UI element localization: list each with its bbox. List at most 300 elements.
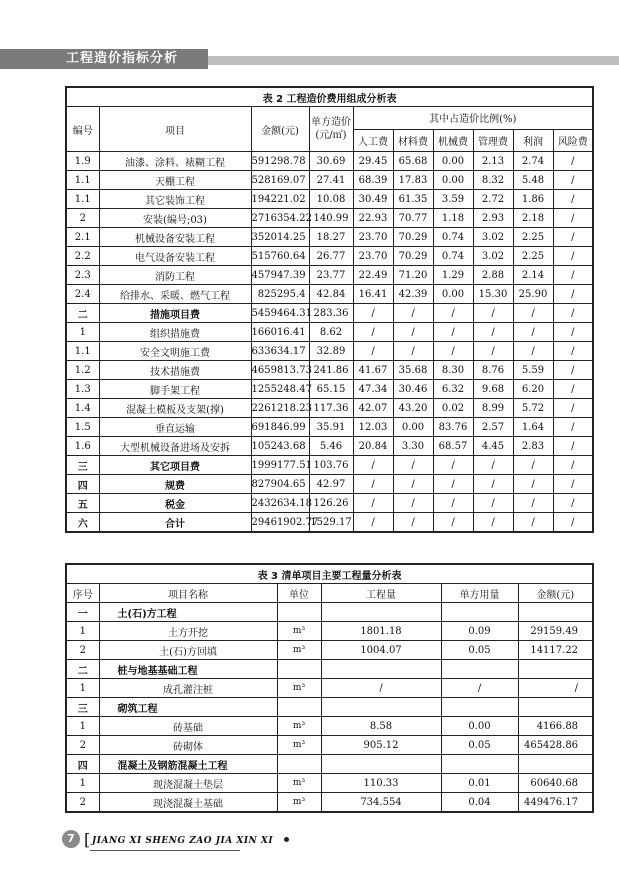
table3-cell-unit: m³ (277, 793, 321, 813)
table2-cell-labor: 68.39 (353, 171, 393, 190)
table3-row (66, 793, 593, 813)
table2-row (66, 285, 593, 304)
table2-cell-item: 垂直运输 (99, 418, 251, 437)
table2-cell-unit: 65.15 (309, 380, 353, 399)
table2-cell-profit: 1.86 (513, 190, 553, 209)
table2-cell-risk: / (553, 494, 593, 513)
table2-cell-labor: 42.07 (353, 399, 393, 418)
table2-cell-item: 混凝土模板及支架(撑) (99, 399, 251, 418)
table3-cell-quantity (321, 698, 441, 717)
table3-cell-amount (518, 603, 593, 622)
table2-cell-risk: / (553, 361, 593, 380)
table2-row (66, 513, 593, 533)
table2-cell-no: 2.1 (66, 228, 99, 247)
table2-cell-amount: 515760.64 (251, 247, 309, 266)
page-number: 7 (62, 830, 80, 848)
table3-cell-no: 1 (66, 679, 99, 698)
table2-cell-labor: 12.03 (353, 418, 393, 437)
table2-cell-machine: 0.00 (433, 285, 473, 304)
table2-cell-profit: 5.48 (513, 171, 553, 190)
table2-cell-profit: 2.18 (513, 209, 553, 228)
table2-cell-unit: 32.89 (309, 342, 353, 361)
table2-row (66, 228, 593, 247)
table2-cell-profit: 6.20 (513, 380, 553, 399)
table2-cell-amount: 194221.02 (251, 190, 309, 209)
section-header-band (0, 49, 619, 71)
table3-row (66, 622, 593, 641)
table2-cell-no: 1.1 (66, 190, 99, 209)
table2-cell-item: 消防工程 (99, 266, 251, 285)
table2-cell-management: / (473, 323, 513, 342)
table3-cell-per-unit: 0.04 (441, 793, 518, 813)
table2-cell-item: 给排水、采暖、燃气工程 (99, 285, 251, 304)
table3-cell-no: 1 (66, 717, 99, 736)
table3-cell-quantity: 734.554 (321, 793, 441, 813)
table2-cell-risk: / (553, 342, 593, 361)
table3-header-quantity: 工程量 (321, 584, 441, 603)
table2-cell-machine: 68.57 (433, 437, 473, 456)
table2-header-risk: 风险费 (553, 129, 593, 152)
table2-cell-risk: / (553, 418, 593, 437)
table2-cell-unit: 35.91 (309, 418, 353, 437)
table2-cell-amount: 691846.99 (251, 418, 309, 437)
table2-cell-amount: 4659813.73 (251, 361, 309, 380)
table3-cell-amount (518, 698, 593, 717)
table2-cell-item: 合计 (99, 513, 251, 533)
table2-row (66, 418, 593, 437)
table3-group-row (66, 603, 593, 622)
table2-cell-unit: 10.08 (309, 190, 353, 209)
table3-cell-amount: 4166.88 (518, 717, 593, 736)
table3-row (66, 774, 593, 793)
table3-cell-name: 砖基础 (99, 717, 277, 736)
table3-cell-amount: 60640.68 (518, 774, 593, 793)
table3-cell-no: 2 (66, 793, 99, 813)
table2-cell-item: 措施项目费 (99, 304, 251, 323)
table3-cell-unit: m³ (277, 736, 321, 755)
table2-cell-amount: 2716354.22 (251, 209, 309, 228)
table2-cell-labor: 29.45 (353, 152, 393, 171)
table2-cell-labor: / (353, 513, 393, 533)
table2-cell-item: 天棚工程 (99, 171, 251, 190)
table2-cell-risk: / (553, 228, 593, 247)
table2-row (66, 323, 593, 342)
table2-header-material: 材料费 (393, 129, 433, 152)
table3-cell-no: 二 (66, 660, 99, 679)
table3-cell-amount: 29159.49 (518, 622, 593, 641)
table3-cell-quantity: 8.58 (321, 717, 441, 736)
table2-cell-item: 大型机械设备进场及安拆 (99, 437, 251, 456)
table3-cell-unit: m³ (277, 622, 321, 641)
table2-cell-machine: / (433, 323, 473, 342)
table3-cell-unit: m³ (277, 717, 321, 736)
table2-row (66, 342, 593, 361)
table2-row (66, 456, 593, 475)
table2-cell-item: 安装(编号;03) (99, 209, 251, 228)
table2-cell-material: / (393, 342, 433, 361)
table2-cell-risk: / (553, 513, 593, 533)
table2-cell-management: 2.13 (473, 152, 513, 171)
table3-cell-no: 1 (66, 622, 99, 641)
table3-cell-amount: 449476.17 (518, 793, 593, 813)
table2-cell-material: / (393, 323, 433, 342)
table2-cell-management: / (473, 475, 513, 494)
table2-cell-risk: / (553, 304, 593, 323)
table2-cell-material: 30.46 (393, 380, 433, 399)
table2-cell-amount: 528169.07 (251, 171, 309, 190)
table2-cell-material: 0.00 (393, 418, 433, 437)
table2-cell-profit: 2.25 (513, 247, 553, 266)
table2-cell-machine: / (433, 304, 473, 323)
table2-cell-risk: / (553, 247, 593, 266)
table2-cell-profit: / (513, 456, 553, 475)
table2-cell-unit: 241.86 (309, 361, 353, 380)
journal-name: JIANG XI SHENG ZAO JIA XIN XI (92, 836, 274, 846)
table2-cell-machine: / (433, 513, 473, 533)
table2-cell-no: 1.5 (66, 418, 99, 437)
table3-cell-unit: m³ (277, 641, 321, 660)
table3-cell-quantity: / (321, 679, 441, 698)
cost-composition-table (65, 86, 594, 533)
table2-cell-unit: 126.26 (309, 494, 353, 513)
table3-header-amount: 金额(元) (518, 584, 593, 603)
table2-cell-machine: 1.29 (433, 266, 473, 285)
table2-cell-machine: / (433, 475, 473, 494)
table2-cell-material: / (393, 513, 433, 533)
table2-cell-no: 五 (66, 494, 99, 513)
table2-cell-material: / (393, 494, 433, 513)
table3-cell-no: 三 (66, 698, 99, 717)
table2-cell-profit: 2.14 (513, 266, 553, 285)
table2-cell-management: 3.02 (473, 228, 513, 247)
table2-cell-labor: 30.49 (353, 190, 393, 209)
table2-cell-amount: 827904.65 (251, 475, 309, 494)
table2-cell-item: 税金 (99, 494, 251, 513)
table2-row (66, 399, 593, 418)
table2-cell-item: 机械设备安装工程 (99, 228, 251, 247)
table2-cell-management: 2.93 (473, 209, 513, 228)
table3-cell-quantity (321, 755, 441, 774)
table3-cell-name: 现浇混凝土基础 (99, 793, 277, 813)
table2-cell-machine: 6.32 (433, 380, 473, 399)
table3-cell-amount (518, 660, 593, 679)
table2-cell-machine: / (433, 494, 473, 513)
table2-cell-amount: 105243.68 (251, 437, 309, 456)
table2-cell-management: 4.45 (473, 437, 513, 456)
table3-cell-name: 现浇混凝土垫层 (99, 774, 277, 793)
table2-cell-profit: / (513, 323, 553, 342)
table2-cell-management: / (473, 304, 513, 323)
table2-cell-item: 油漆、涂料、裱糊工程 (99, 152, 251, 171)
table2-header-item: 项目 (99, 107, 251, 152)
table3-cell-quantity (321, 603, 441, 622)
table2-cell-no: 四 (66, 475, 99, 494)
table2-cell-labor: / (353, 475, 393, 494)
table2-cell-no: 1 (66, 323, 99, 342)
table2-cell-risk: / (553, 152, 593, 171)
table2-cell-management: 9.68 (473, 380, 513, 399)
table2-cell-machine: 0.00 (433, 171, 473, 190)
table3-cell-amount: 465428.86 (518, 736, 593, 755)
table2-cell-amount: 29461902.77 (251, 513, 309, 533)
table2-cell-profit: / (513, 494, 553, 513)
table2-cell-profit: 2.25 (513, 228, 553, 247)
table2-cell-item: 安全文明施工费 (99, 342, 251, 361)
table3-cell-per-unit: / (441, 679, 518, 698)
table2-cell-no: 三 (66, 456, 99, 475)
table3-group-row (66, 660, 593, 679)
table2-cell-no: 二 (66, 304, 99, 323)
table2-cell-risk: / (553, 475, 593, 494)
table2-cell-no: 1.4 (66, 399, 99, 418)
table2-cell-risk: / (553, 456, 593, 475)
table2-cell-amount: 633634.17 (251, 342, 309, 361)
table2-cell-profit: 25.90 (513, 285, 553, 304)
table2-cell-material: 71.20 (393, 266, 433, 285)
table2-cell-machine: 0.02 (433, 399, 473, 418)
table2-cell-unit: 283.36 (309, 304, 353, 323)
table3-header-per-unit: 单方用量 (441, 584, 518, 603)
table3-cell-amount: / (518, 679, 593, 698)
table2-row (66, 494, 593, 513)
table2-row (66, 475, 593, 494)
table3-cell-name: 土(石)方工程 (99, 603, 277, 622)
table2-cell-management: 3.02 (473, 247, 513, 266)
table2-cell-unit: 103.76 (309, 456, 353, 475)
table3-cell-per-unit (441, 755, 518, 774)
table3-cell-unit (277, 660, 321, 679)
table2-cell-machine: 8.30 (433, 361, 473, 380)
table2-cell-management: / (473, 342, 513, 361)
table2-cell-unit: 30.69 (309, 152, 353, 171)
table2-header-ratio-group: 其中占造价比例(%) (353, 107, 593, 130)
table2-cell-labor: / (353, 323, 393, 342)
table3-cell-name: 桩与地基基础工程 (99, 660, 277, 679)
table3-cell-per-unit: 0.01 (441, 774, 518, 793)
table2-header-unit-cost: 单方造价(元/㎡) (309, 107, 353, 152)
table2-cell-amount: 457947.39 (251, 266, 309, 285)
table2-cell-management: 15.30 (473, 285, 513, 304)
table2-cell-unit: 5.46 (309, 437, 353, 456)
table2-cell-unit: 23.77 (309, 266, 353, 285)
table2-cell-item: 技术措施费 (99, 361, 251, 380)
table2-cell-no: 1.3 (66, 380, 99, 399)
table2-cell-profit: / (513, 342, 553, 361)
table2-cell-no: 1.1 (66, 171, 99, 190)
table2-cell-material: 35.68 (393, 361, 433, 380)
table2-row (66, 380, 593, 399)
table2-cell-unit: 8.62 (309, 323, 353, 342)
table3-cell-per-unit (441, 603, 518, 622)
table3-row (66, 717, 593, 736)
section-title: 工程造价指标分析 (66, 51, 179, 66)
table3-cell-unit (277, 698, 321, 717)
table2-cell-profit: / (513, 513, 553, 533)
table3-cell-name: 混凝土及钢筋混凝土工程 (99, 755, 277, 774)
table2-cell-amount: 1255248.47 (251, 380, 309, 399)
table2-cell-risk: / (553, 266, 593, 285)
table2-row (66, 361, 593, 380)
table2-cell-no: 2 (66, 209, 99, 228)
table3-cell-no: 一 (66, 603, 99, 622)
table2-cell-management: 8.32 (473, 171, 513, 190)
table2-cell-machine: / (433, 456, 473, 475)
table2-cell-management: 8.76 (473, 361, 513, 380)
table2-cell-amount: 825295.4 (251, 285, 309, 304)
table2-cell-profit: 2.83 (513, 437, 553, 456)
table3-cell-per-unit: 0.05 (441, 736, 518, 755)
table2-cell-unit: 1529.17 (309, 513, 353, 533)
table2-cell-management: 8.99 (473, 399, 513, 418)
table3-cell-quantity: 905.12 (321, 736, 441, 755)
table2-cell-material: / (393, 304, 433, 323)
table2-cell-management: / (473, 456, 513, 475)
table2-cell-management: 2.57 (473, 418, 513, 437)
table3-caption: 表 3 清单项目主要工程量分析表 (66, 564, 593, 584)
table3-group-row (66, 698, 593, 717)
table2-cell-item: 电气设备安装工程 (99, 247, 251, 266)
table2-cell-amount: 1999177.51 (251, 456, 309, 475)
table2-cell-profit: 1.64 (513, 418, 553, 437)
table2-cell-profit: / (513, 304, 553, 323)
table2-cell-profit: 5.59 (513, 361, 553, 380)
table3-cell-per-unit (441, 660, 518, 679)
table2-cell-material: 61.35 (393, 190, 433, 209)
table3-cell-no: 四 (66, 755, 99, 774)
table2-cell-risk: / (553, 380, 593, 399)
table2-cell-item: 组织措施费 (99, 323, 251, 342)
table2-cell-unit: 18.27 (309, 228, 353, 247)
table2-cell-labor: / (353, 456, 393, 475)
table2-cell-no: 1.9 (66, 152, 99, 171)
table2-header-no: 编号 (66, 107, 99, 152)
footer-dot-icon (284, 837, 289, 842)
table2-cell-labor: 47.34 (353, 380, 393, 399)
table2-row (66, 266, 593, 285)
table2-cell-risk: / (553, 437, 593, 456)
table2-row (66, 171, 593, 190)
table3-cell-unit (277, 755, 321, 774)
table2-cell-material: 3.30 (393, 437, 433, 456)
table2-cell-risk: / (553, 323, 593, 342)
table2-cell-no: 2.3 (66, 266, 99, 285)
table2-cell-no: 1.2 (66, 361, 99, 380)
table2-cell-unit: 117.36 (309, 399, 353, 418)
footer-bracket-icon: [ (84, 830, 91, 849)
table2-cell-risk: / (553, 209, 593, 228)
table2-cell-labor: / (353, 494, 393, 513)
table2-row (66, 304, 593, 323)
table2-cell-machine: 3.59 (433, 190, 473, 209)
table2-cell-machine: 0.74 (433, 228, 473, 247)
table3-cell-name: 土(石)方回填 (99, 641, 277, 660)
table2-cell-unit: 42.84 (309, 285, 353, 304)
table2-cell-no: 六 (66, 513, 99, 533)
table2-cell-no: 2.2 (66, 247, 99, 266)
page-footer (62, 828, 562, 854)
table2-cell-no: 2.4 (66, 285, 99, 304)
table3-cell-quantity: 1004.07 (321, 641, 441, 660)
table2-header-management: 管理费 (473, 129, 513, 152)
table2-cell-labor: 20.84 (353, 437, 393, 456)
table3-group-row (66, 755, 593, 774)
table2-header-labor: 人工费 (353, 129, 393, 152)
table2-cell-no: 1.6 (66, 437, 99, 456)
table3-header-name: 项目名称 (99, 584, 277, 603)
table2-header-machine: 机械费 (433, 129, 473, 152)
table2-cell-machine: / (433, 342, 473, 361)
table3-cell-per-unit: 0.09 (441, 622, 518, 641)
table3-cell-no: 2 (66, 641, 99, 660)
table2-cell-unit: 42.97 (309, 475, 353, 494)
table2-cell-material: / (393, 475, 433, 494)
table2-cell-management: 2.88 (473, 266, 513, 285)
table2-cell-profit: 5.72 (513, 399, 553, 418)
table2-cell-management: 2.72 (473, 190, 513, 209)
table2-cell-profit: / (513, 475, 553, 494)
table3-cell-name: 砖砌体 (99, 736, 277, 755)
table3-cell-unit (277, 603, 321, 622)
table2-cell-labor: 22.93 (353, 209, 393, 228)
table2-cell-amount: 166016.41 (251, 323, 309, 342)
table2-cell-labor: 23.70 (353, 228, 393, 247)
table3-cell-per-unit: 0.00 (441, 717, 518, 736)
table2-cell-machine: 83.76 (433, 418, 473, 437)
table2-row (66, 437, 593, 456)
table2-row (66, 247, 593, 266)
table2-cell-risk: / (553, 190, 593, 209)
table3-cell-unit: m³ (277, 774, 321, 793)
table3-cell-name: 砌筑工程 (99, 698, 277, 717)
table2-cell-machine: 0.74 (433, 247, 473, 266)
table2-cell-labor: 41.67 (353, 361, 393, 380)
table2-cell-labor: 22.49 (353, 266, 393, 285)
table2-cell-amount: 2261218.23 (251, 399, 309, 418)
table2-cell-profit: 2.74 (513, 152, 553, 171)
table2-cell-material: 17.83 (393, 171, 433, 190)
table2-cell-risk: / (553, 171, 593, 190)
table3-cell-quantity: 1801.18 (321, 622, 441, 641)
table3-cell-amount: 14117.22 (518, 641, 593, 660)
table3-cell-no: 2 (66, 736, 99, 755)
table2-cell-item: 其它项目费 (99, 456, 251, 475)
table2-cell-machine: 0.00 (433, 152, 473, 171)
table2-cell-material: 42.39 (393, 285, 433, 304)
table2-cell-amount: 591298.78 (251, 152, 309, 171)
table2-cell-risk: / (553, 399, 593, 418)
table2-row (66, 152, 593, 171)
quantity-analysis-table (65, 563, 594, 813)
section-band-light (208, 56, 619, 65)
table3-cell-unit: m³ (277, 679, 321, 698)
table2-cell-material: 43.20 (393, 399, 433, 418)
table2-cell-labor: / (353, 342, 393, 361)
table2-cell-labor: 23.70 (353, 247, 393, 266)
table2-cell-risk: / (553, 285, 593, 304)
table2-cell-no: 1.1 (66, 342, 99, 361)
table3-cell-name: 成孔灌注桩 (99, 679, 277, 698)
table2-cell-amount: 352014.25 (251, 228, 309, 247)
table2-cell-unit: 140.99 (309, 209, 353, 228)
table3-cell-per-unit (441, 698, 518, 717)
table3-row (66, 736, 593, 755)
table2-cell-material: / (393, 456, 433, 475)
table2-cell-item: 脚手架工程 (99, 380, 251, 399)
table3-row (66, 679, 593, 698)
table3-cell-quantity (321, 660, 441, 679)
table2-cell-machine: 1.18 (433, 209, 473, 228)
table3-header-unit: 单位 (277, 584, 321, 603)
